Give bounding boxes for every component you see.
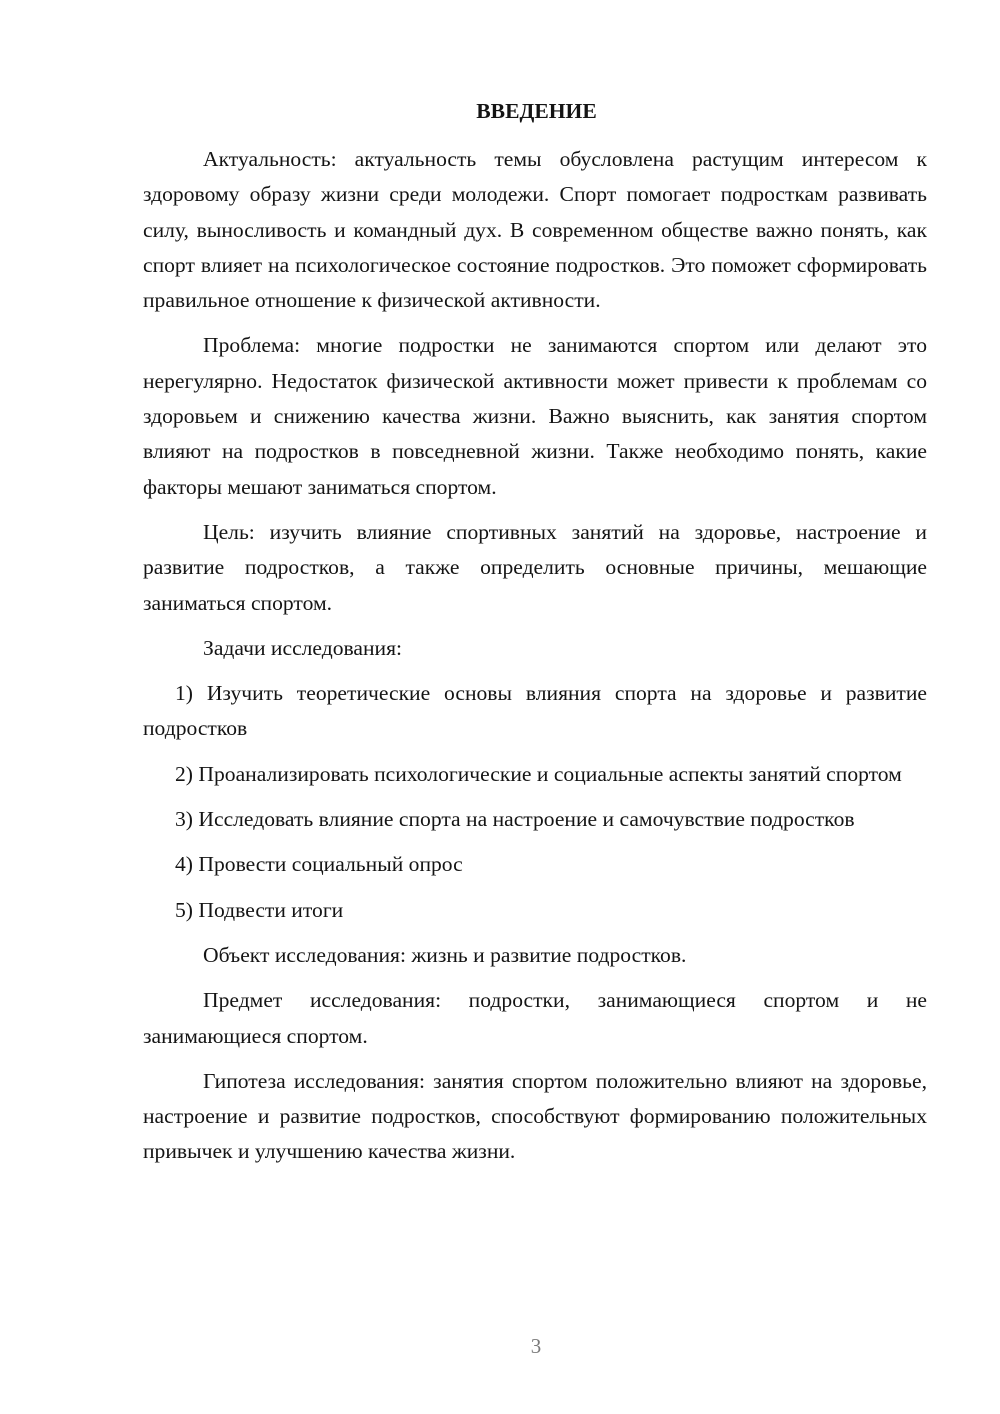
task-item-1: 1) Изучить теоретические основы влияния спорта на здоровье и развитие подростков bbox=[143, 681, 927, 741]
section-title: ВВЕДЕНИЕ bbox=[476, 99, 597, 123]
paragraph-goal: Цель: изучить влияние спортивных занятий на здоровье, настроение и развитие подростков, а также определить основные причины, мешающие заниматься спортом. bbox=[143, 519, 927, 615]
paragraph-subject: Предмет исследования: подростки, занимающиеся спортом и не занимающиеся спортом. bbox=[143, 988, 927, 1048]
task-item-5: 5) Подвести итоги bbox=[175, 897, 344, 922]
tasks-heading: Задачи исследования: bbox=[203, 635, 403, 660]
paragraph-hypothesis: Гипотеза исследования: занятия спортом положительно влияют на здоровье, настроение и развитие подростков, способствуют формированию положительных привычек и улучшению качества жизни. bbox=[143, 1068, 927, 1164]
task-item-4: 4) Провести социальный опрос bbox=[175, 852, 463, 877]
task-item-2: 2) Проанализировать психологические и социальные аспекты занятий спортом bbox=[175, 761, 902, 786]
page-content bbox=[143, 96, 927, 1180]
paragraph-problem: Проблема: многие подростки не занимаются спортом или делают это нерегулярно. Недостаток физической активности может привести к проблемам со здоровьем и снижению качества жизни. Важно выяснить, как занятия спортом влияют на подростков в повседневной жизни. Также необходимо понять, какие факторы мешают заниматься спортом. bbox=[143, 333, 927, 499]
task-item-3: 3) Исследовать влияние спорта на настроение и самочувствие подростков bbox=[175, 807, 855, 832]
paragraph-relevance: Актуальность: актуальность темы обусловлена растущим интересом к здоровому образу жизни среди молодежи. Спорт помогает подросткам развивать силу, выносливость и командный дух. В современном обществе важно понять, как спорт влияет на психологическое состояние подростков. Это поможет сформировать правильное отношение к физической активности. bbox=[143, 147, 927, 313]
paragraph-object: Объект исследования: жизнь и развитие подростков. bbox=[203, 942, 687, 967]
page-number: 3 bbox=[530, 1334, 542, 1358]
